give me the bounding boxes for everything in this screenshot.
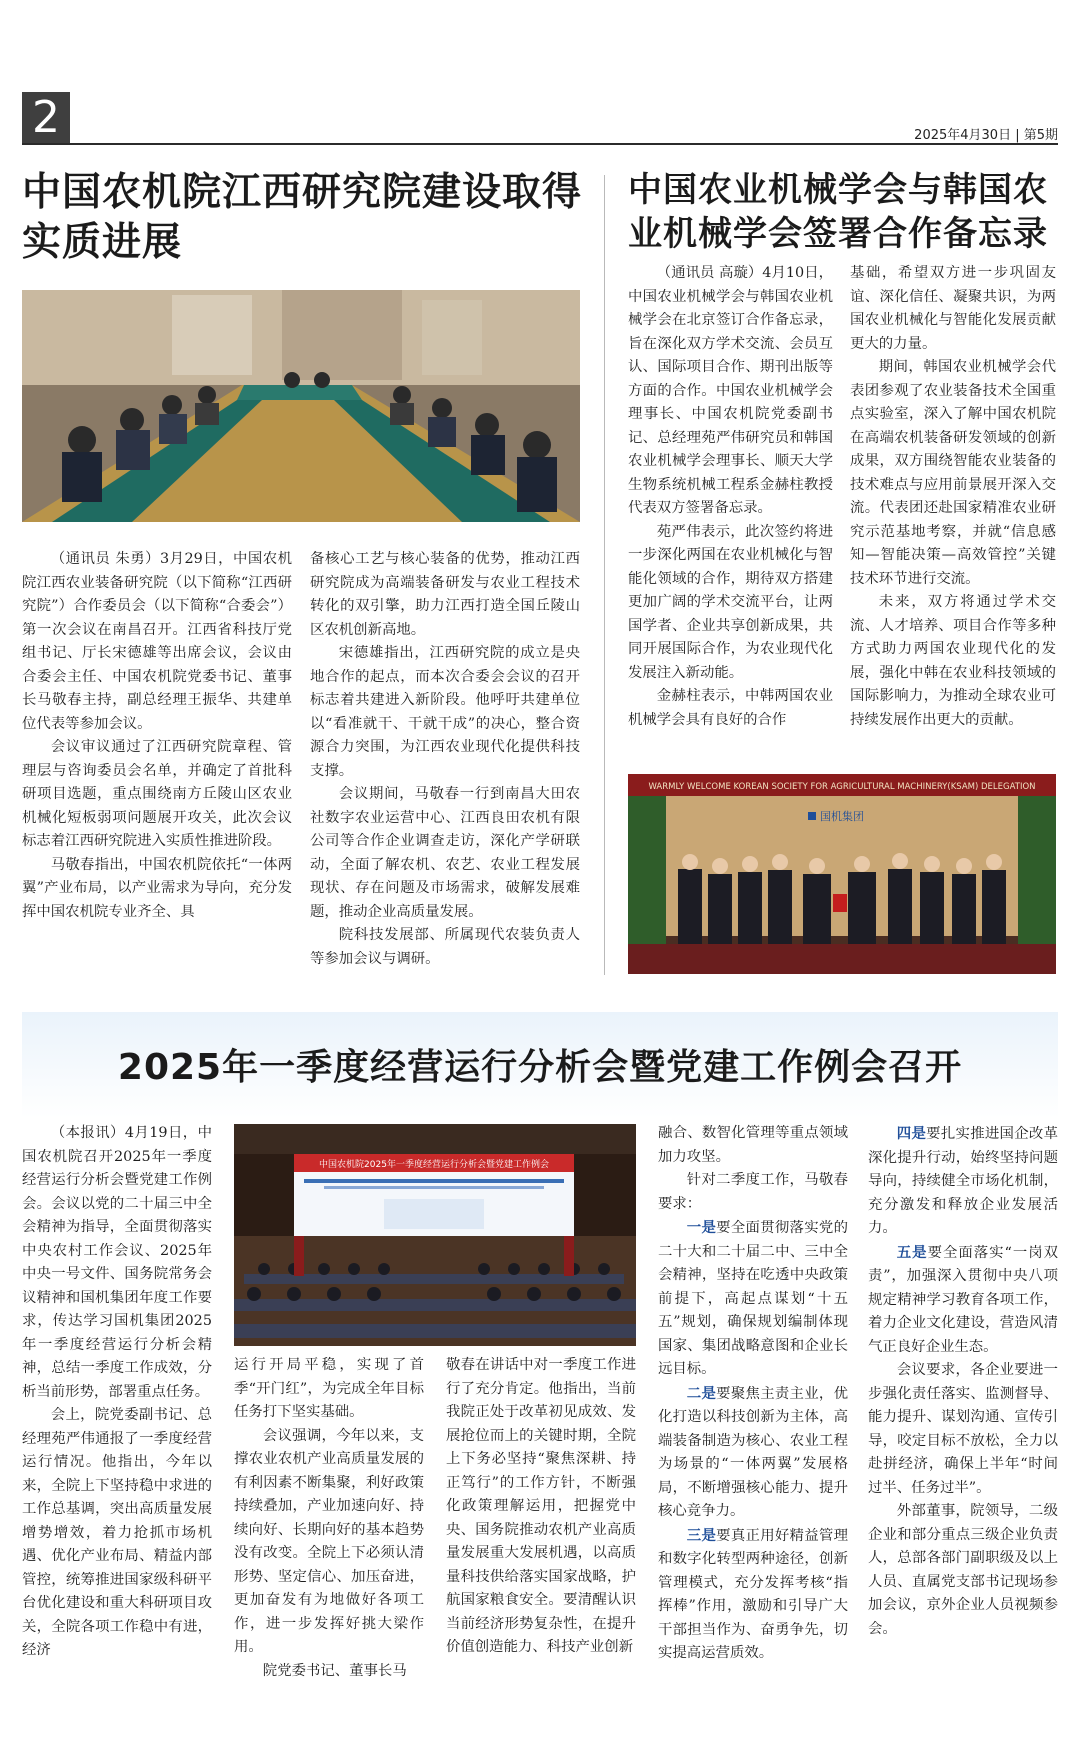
keyword-highlight: 三是: [686, 1526, 717, 1544]
issue-date: 2025年4月30日 | 第5期: [914, 128, 1058, 143]
paragraph: 马敬春指出，中国农机院依托“一体两翼”产业布局，以产业需求为导向，充分发挥中国农机院专业齐全、具: [22, 856, 292, 920]
paragraph: （本报讯）4月19日，中国农机院召开2025年一季度经营运行分析会暨党建工作例会。会议以党的二十届三中全会精神为指导，全面贯彻落实中央农村工作会议、2025年中央一号文件、国务院常务会议精神和国机集团年度工作要求，传达学习国机集团2025年一季度经营运行分析会精神，总结一季度工作成效，分析当前形势，部署重点任务。: [22, 1125, 212, 1400]
logo-text: 国机集团: [820, 810, 864, 823]
paragraph: 运行开局平稳，实现了首季“开门红”，为完成全年目标任务打下坚实基础。: [234, 1357, 424, 1420]
screen-title: 中国农机院2025年一季度经营运行分析会暨党建工作例会: [319, 1160, 549, 1170]
paragraph: 备核心工艺与核心装备的优势，推动江西研究院成为高端装备研发与农业工程技术转化的双引擎，助力江西打造全国丘陵山区农机创新高地。: [310, 551, 580, 638]
paragraph: 会议强调，今年以来，支撑农业农机产业高质量发展的有利因素不断集聚，利好政策持续叠加，产业加速向好、持续向好、长期向好的基本趋势没有改变。全院上下必须认清形势、坚定信心、加压奋进，更加奋发有为地做好各项工作，进一步发挥好挑大梁作用。: [234, 1427, 424, 1655]
keyword-highlight: 一是: [686, 1219, 717, 1236]
paragraph: 会议要求，各企业要进一步强化责任落实、监测督导、能力提升、谋划沟通、宣传引导，咬定目标不放松，全力以赴拼经济，确保上半年“时间过半、任务过半”。: [868, 1362, 1058, 1496]
paragraph: 金赫柱表示，中韩两国农业机械学会具有良好的合作: [628, 688, 833, 728]
article3-col4: [658, 1122, 848, 1666]
paragraph: 三是要真正用好精益管理和数字化转型两种途径，创新管理模式，充分发挥考核“指挥棒”作用，激励和引导广大干部担当作为、奋勇争先，切实提高运营质效。: [658, 1526, 848, 1661]
paragraph: 苑严伟表示，此次签约将进一步深化两国在农业机械化与智能化领域的合作，期待双方搭建更加广阔的学术交流平台，让两国学者、企业共享创新成果，共同开展国际合作，为农业现代化发展注入新动能。: [628, 523, 833, 681]
signing-photo: [628, 774, 1056, 974]
conference-photo: [234, 1124, 636, 1346]
paragraph: 针对二季度工作，马敬春要求：: [658, 1172, 848, 1212]
page-number: 2: [22, 92, 70, 144]
article3-title: 2025年一季度经营运行分析会暨党建工作例会召开: [117, 1047, 963, 1088]
keyword-highlight: 五是: [896, 1243, 928, 1261]
keyword-highlight: 二是: [686, 1384, 717, 1402]
header-rule: [22, 143, 1058, 145]
article1-title: 中国农机院江西研究院建设取得实质进展: [22, 170, 583, 265]
paragraph: （通讯员 高璇）4月10日，中国农业机械学会与韩国农业机械学会在北京签订合作备忘录，旨在深化双方学术交流、会员互认、国际项目合作、期刊出版等方面的合作。中国农业机械学会理事长、中国农机院党委副书记、总经理苑严伟研究员和韩国农业机械学会理事长、顺天大学生物系统机械工程系金赫柱教授代表双方签署备忘录。: [628, 265, 833, 516]
paragraph: 一是要全面贯彻落实党的二十大和二十届二中、三中全会精神，坚持在吃透中央政策前提下，高起点谋划“十五五”规划，确保规划编制体现国家、集团战略意图和企业长远目标。: [658, 1219, 848, 1377]
paragraph: 会议期间，马敬春一行到南昌大田农社数字农业运营中心、江西良田农机有限公司等合作企业调查走访，深化产学研联动，全面了解农机、农艺、农业工程发展现状、存在问题及市场需求，破解发展难题，推动企业高质量发展。: [310, 786, 580, 920]
article2-col1: [628, 262, 833, 732]
paragraph: （通讯员 朱勇）3月29日，中国农机院江西农业装备研究院（以下简称“江西研究院”）合作委员会（以下简称“合委会”）第一次会议在南昌召开。江西省科技厅党组书记、厅长宋德雄等出席会议，会议由合委会主任、中国农机院党委书记、董事长马敬春主持，副总经理王振华、共建单位代表等参加会议。: [22, 551, 292, 732]
article3-col2: [234, 1354, 424, 1683]
paragraph: 会上，院党委副书记、总经理苑严伟通报了一季度经营运行情况。他指出，今年以来，全院上下坚持稳中求进的工作总基调，突出高质量发展增势增效，着力抢抓市场机遇、优化产业布局、精益内部管控，统筹推进国家级科研平台优化建设和重大科研项目攻关，全院各项工作稳中有进，经济: [22, 1407, 212, 1658]
paragraph: 院科技发展部、所属现代农装负责人等参加会议与调研。: [310, 927, 580, 967]
paragraph: 融合、数智化管理等重点领域加力攻坚。: [658, 1125, 848, 1165]
paragraph: 四是要扎实推进国企改革深化提升行动，始终坚持问题导向，持续健全市场化机制，充分激发和释放企业发展活力。: [868, 1125, 1058, 1236]
article2-title: 中国农业机械学会与韩国农业机械学会签署合作备忘录: [628, 170, 1048, 254]
column-divider: [604, 175, 605, 975]
article3-col5: [868, 1122, 1058, 1641]
article2-col2: [850, 262, 1056, 732]
article3-col1: [22, 1122, 212, 1663]
paragraph: 外部董事，院领导，二级企业和部分重点三级企业负责人，总部各部门副职级及以上人员、直属党支部书记现场参加会议，京外企业人员视频参会。: [868, 1503, 1058, 1637]
paragraph: 五是要全面落实“一岗双责”，加强深入贯彻中央八项规定精神学习教育各项工作，着力企业文化建设，营造风清气正良好企业生态。: [868, 1243, 1058, 1355]
banner-text: WARMLY WELCOME KOREAN SOCIETY FOR AGRICULTURAL MACHINERY(KSAM) DELEGATION: [648, 782, 1036, 792]
paragraph: 敬春在讲话中对一季度工作进行了充分肯定。他指出，当前我院正处于改革初见成效、发展抢位而上的关键时期，全院上下务必坚持“聚焦深耕、持正笃行”的工作方针，不断强化政策理解运用，把握党中央、国务院推动农机产业高质量发展重大发展机遇，以高质量科技供给落实国家战略，护航国家粮食安全。要清醒认识当前经济形势复杂性，在提升价值创造能力、科技产业创新: [446, 1357, 636, 1655]
article1-col2: [310, 548, 580, 971]
paragraph: 未来，双方将通过学术交流、人才培养、项目合作等多种方式助力两国农业现代化的发展，强化中韩在农业科技领域的国际影响力，为推动全球农业可持续发展作出更大的贡献。: [850, 594, 1056, 728]
paragraph: 二是要聚焦主责主业，优化打造以科技创新为主体，高端装备制造为核心、农业工程为场景的“一体两翼”发展格局，不断增强核心能力、提升核心竞争力。: [658, 1384, 848, 1519]
article3-col3: [446, 1354, 636, 1660]
paragraph: 宋德雄指出，江西研究院的成立是央地合作的起点，而本次合委会会议的召开标志着共建进入新阶段。他呼吁共建单位以“看准就干、干就干成”的决心，整合资源合力突围，为江西农业现代化提供科技支撑。: [310, 645, 580, 779]
paragraph: 基础，希望双方进一步巩固友谊、深化信任、凝聚共识，为两国农业机械化与智能化发展贡献更大的力量。: [850, 265, 1056, 352]
paragraph: 期间，韩国农业机械学会代表团参观了农业装备技术全国重点实验室，深入了解中国农机院在高端农机装备研发领域的创新成果，双方围绕智能农业装备的技术难点与应用前景展开深入交流。代表团还赴国家精准农业研究示范基地考察，并就“信息感知—智能决策—高效管控”关键技术环节进行交流。: [850, 359, 1056, 587]
article1-col1: [22, 548, 292, 924]
paragraph: 院党委书记、董事长马: [262, 1662, 407, 1679]
keyword-highlight: 四是: [896, 1125, 927, 1142]
paragraph: 会议审议通过了江西研究院章程、管理层与咨询委员会名单，并确定了首批科研项目选题，重点围绕南方丘陵山区农业机械化短板弱项问题展开攻关，此次会议标志着江西研究院进入实质性推进阶段。: [22, 739, 292, 849]
meeting-photo: [22, 290, 580, 522]
